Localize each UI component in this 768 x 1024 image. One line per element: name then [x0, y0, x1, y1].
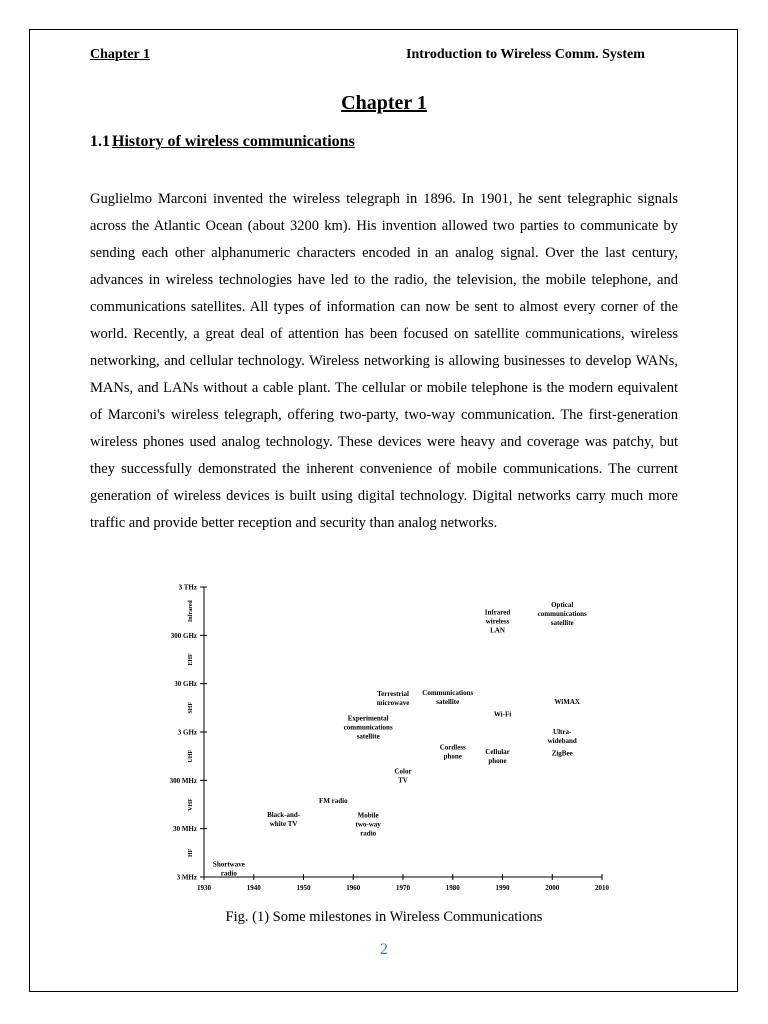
milestone-label: white TV	[269, 820, 298, 828]
milestone-label: communications	[343, 723, 393, 732]
milestone-label: Experimental	[347, 714, 389, 723]
y-tick-label: 300 MHz	[169, 776, 197, 785]
y-tick-label: 3 MHz	[176, 873, 197, 882]
chapter-title: Chapter 1	[341, 92, 427, 114]
milestone-label: Color	[394, 767, 412, 776]
y-tick-label: 30 GHz	[174, 680, 197, 689]
band-label: SHF	[188, 701, 194, 714]
band-label: HF	[188, 848, 194, 858]
milestone-label: Optical	[551, 601, 574, 610]
milestone-label: Cordless	[439, 743, 466, 752]
milestone-label: Black-and-	[267, 811, 301, 819]
section-number: 1.1	[90, 133, 110, 150]
milestone-label: microwave	[376, 699, 410, 708]
x-tick-label: 1940	[246, 884, 261, 892]
section-title: History of wireless communications	[112, 133, 355, 150]
y-tick-label: 3 GHz	[177, 728, 197, 737]
x-tick-label: 1930	[197, 884, 211, 892]
milestone-label: wireless	[485, 617, 510, 626]
page-number: 2	[380, 941, 388, 958]
y-tick-label: 30 MHz	[173, 825, 197, 834]
milestone-label: WiMAX	[554, 698, 580, 707]
x-tick-label: 1960	[346, 884, 361, 892]
body-paragraph: Guglielmo Marconi invented the wireless telegraph in 1896. In 1901, he sent telegraphic signals across the Atlantic Ocean (about 3200 km). His invention allowed two parties to communicate by sending each other alphanumeric characters encoded in an analog signal. Over the last century, advances in wireless technologies have led to the radio, the television, the mobile telephone, and communications satellites. All types of information can now be sent to almost every corner of the world. Recently, a great deal of attention has been focused on satellite communications, wireless networking, and cellular technology. Wireless networking is allowing businesses to develop WANs, MANs, and LANs without a cable plant. The cellular or mobile telephone is the modern equivalent of Marconi's wireless telegraph, offering two-party, two-way communication. The first-generation wireless phones used analog technology. These devices were heavy and coverage was patchy, but they successfully demonstrated the inherent convenience of mobile communications. The current generation of wireless devices is built using digital technology. Digital networks carry much more traffic and provide better reception and security than analog networks.	[90, 191, 678, 531]
milestone-label: phone	[488, 757, 507, 766]
x-tick-label: 2000	[545, 884, 560, 892]
y-tick-label: 3 THz	[178, 583, 197, 592]
x-tick-label: 1950	[296, 884, 311, 892]
milestone-label: satellite	[550, 619, 574, 628]
milestone-label: ZigBee	[551, 749, 573, 758]
milestone-label: phone	[443, 752, 462, 761]
section-heading	[90, 133, 355, 151]
band-label: Infrared	[188, 600, 194, 623]
figure-caption: Fig. (1) Some milestones in Wireless Communications	[225, 909, 543, 925]
band-label: EHF	[188, 653, 194, 666]
milestone-label: LAN	[490, 626, 505, 635]
milestone-label: radio	[220, 869, 237, 878]
milestone-label: satellite	[356, 732, 380, 741]
x-tick-label: 1970	[396, 884, 410, 892]
milestone-label: Wi-Fi	[493, 710, 512, 719]
milestone-label: two-way	[355, 820, 381, 829]
milestone-label: Cellular	[485, 748, 510, 757]
milestone-label: Communications	[422, 689, 474, 698]
band-label: VHF	[188, 798, 194, 811]
x-tick-label: 2010	[595, 884, 609, 892]
milestone-label: wideband	[547, 736, 577, 745]
y-tick-label: 300 GHz	[170, 631, 197, 640]
x-tick-label: 1980	[445, 884, 460, 892]
milestone-label: TV	[398, 776, 408, 785]
x-tick-label: 1990	[495, 884, 510, 892]
milestone-label: Ultra-	[553, 727, 572, 736]
milestone-label: Mobile	[357, 811, 379, 820]
milestone-label: radio	[360, 829, 377, 838]
milestone-label: Infrared	[484, 608, 511, 617]
milestone-label: satellite	[436, 698, 460, 707]
band-label: UHF	[188, 749, 194, 763]
milestones-figure	[155, 575, 625, 905]
milestone-label: Terrestrial	[377, 690, 409, 699]
running-header-title: Introduction to Wireless Comm. System	[406, 47, 645, 62]
running-header-chapter: Chapter 1	[90, 47, 151, 62]
milestone-label: FM radio	[319, 797, 348, 806]
milestone-label: communications	[537, 610, 587, 619]
milestones-chart	[155, 575, 625, 900]
milestone-label: Shortwave	[212, 860, 245, 869]
